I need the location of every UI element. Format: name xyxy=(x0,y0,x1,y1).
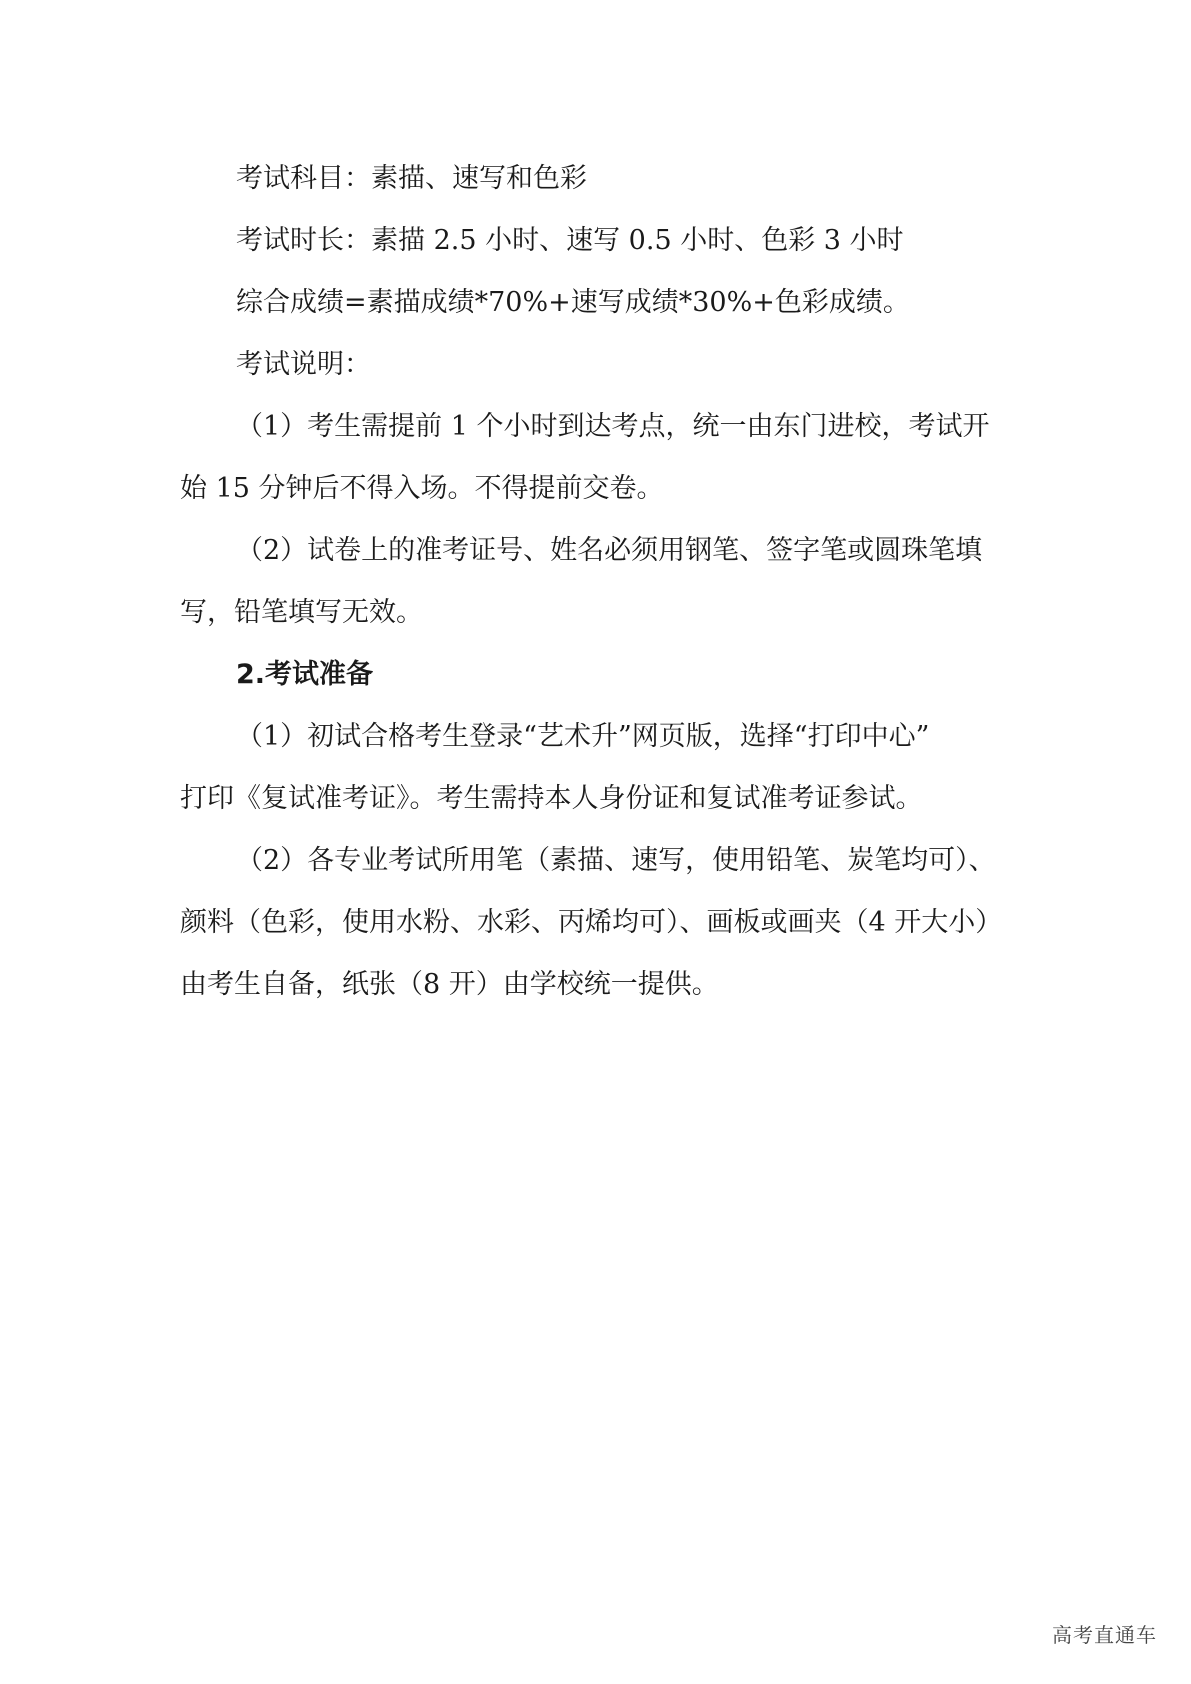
note-1-line-2: 始 15 分钟后不得入场。不得提前交卷。 xyxy=(180,473,664,504)
note-1-line-1: （1）考生需提前 1 个小时到达考点，统一由东门进校，考试开 xyxy=(236,411,990,442)
exam-subjects-line: 考试科目：素描、速写和色彩 xyxy=(236,163,587,194)
section-2-heading: 2.考试准备 xyxy=(236,659,374,690)
prep-1-line-2: 打印《复试准考证》。考生需持本人身份证和复试准考证参试。 xyxy=(180,783,923,814)
note-2-line-2: 写，铅笔填写无效。 xyxy=(180,597,423,628)
prep-1-line-1: （1）初试合格考生登录“艺术升”网页版，选择“打印中心” xyxy=(236,721,930,752)
document-body xyxy=(180,148,1020,1016)
score-formula-line: 综合成绩=素描成绩*70%+速写成绩*30%+色彩成绩。 xyxy=(236,287,910,318)
watermark-text: 高考直通车 xyxy=(1052,1623,1157,1647)
prep-2-line-3: 由考生自备，纸张（8 开）由学校统一提供。 xyxy=(180,969,719,1000)
note-2-line-1: （2）试卷上的准考证号、姓名必须用钢笔、签字笔或圆珠笔填 xyxy=(236,535,983,566)
prep-2-line-2: 颜料（色彩，使用水粉、水彩、丙烯均可）、画板或画夹（4 开大小） xyxy=(180,907,1003,938)
prep-2-line-1: （2）各专业考试所用笔（素描、速写，使用铅笔、炭笔均可）、 xyxy=(236,845,996,876)
exam-notes-heading: 考试说明： xyxy=(236,349,371,380)
exam-duration-line: 考试时长：素描 2.5 小时、速写 0.5 小时、色彩 3 小时 xyxy=(236,225,904,256)
